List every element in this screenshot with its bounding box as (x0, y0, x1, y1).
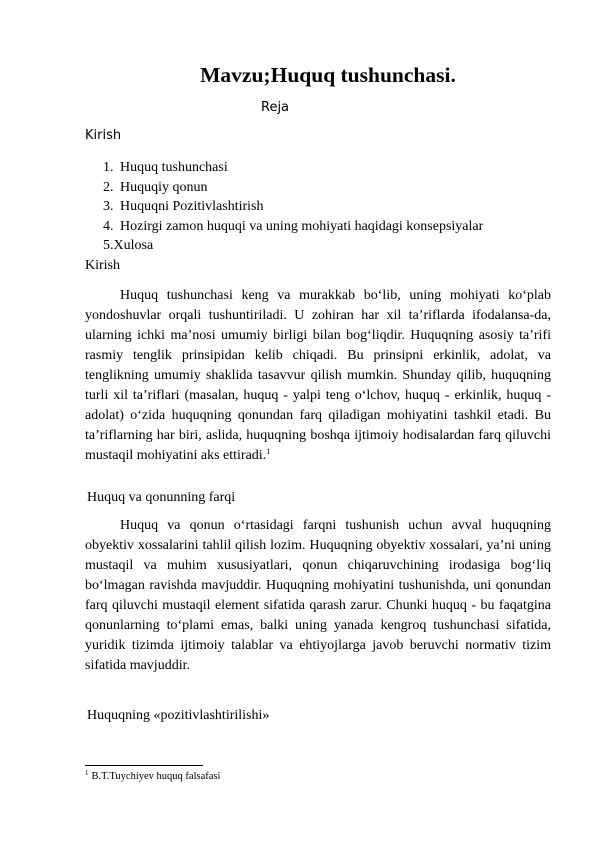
section-heading-intro: Kirish (85, 258, 120, 273)
toc-item-text: Xulosa (113, 238, 154, 253)
toc-item-number: 1. (103, 160, 114, 175)
footnote-text: B.T.Tuychiyev huquq falsafasi (91, 771, 221, 782)
section-heading-law-vs-statute: Huquq va qonunning farqi (87, 490, 236, 505)
document-title: Mavzu;Huquq tushunchasi. (200, 63, 456, 87)
footnote-reference[interactable]: 1 (266, 447, 271, 456)
toc-item (103, 217, 483, 237)
plan-label: Reja (261, 100, 290, 115)
footnote-number: 1 (85, 769, 89, 777)
paragraph-intro (85, 286, 551, 466)
footnote-divider (85, 765, 203, 766)
toc-item (103, 236, 483, 256)
toc-item-number: 3. (103, 199, 114, 214)
toc-item-number: 2. (103, 179, 114, 195)
toc-item-number: 4. (103, 218, 114, 234)
toc-item (103, 178, 483, 198)
table-of-contents (103, 158, 483, 256)
footnote (85, 770, 220, 783)
intro-label: Kirish (85, 128, 122, 143)
toc-item (103, 158, 483, 178)
paragraph-intro-text: Huquq tushunchasi keng va murakkab bo‘lib, uning mohiyati ko‘plab yondoshuvlar orqali tushuntiriladi. U zohiran har xil ta’riflarda ifodalansa-da, ularning ichki ma’nosi umumiy birligi bilan bog‘liqdir. Huquqning asosiy ta’rifi rasmiy tenglik prinsipidan kelib chiqadi. Bu prinsipni erkinlik, adolat, va tenglikning umumiy shaklida tasavvur qilish mumkin. Shunday qilib, huquqning turli xil ta’riflari (masalan, huquq - yalpi teng o‘lchov, huquq - erkinlik, huquq - adolat) o‘zida huquqning qonundan farq qiladigan mohiyatini tashkil etadi. Bu ta’riflarning har biri, aslida, huquqning boshqa ijtimoiy hodisalardan farq qiluvchi mustaqil mohiyatini aks ettiradi. (85, 288, 551, 463)
section-heading-positivization: Huquqning «pozitivlashtirilishi» (87, 708, 270, 723)
paragraph-law-vs-statute: Huquq va qonun o‘rtasidagi farqni tushunish uchun avval huquqning obyektiv xossalarini tahlil qilish lozim. Huquqning obyektiv xossalari, ya’ni uning mustaqil va muhim xususiyatlari, qonun chiqaruvchining irodasiga bog‘liq bo‘lmagan ravishda mavjuddir. Huquqning mohiyatini tushunishda, uni qonundan farq qiluvchi mustaqil element sifatida qarash zarur. Chunki huquq - bu faqatgina qonunlarning to‘plami emas, balki uning yanada kengroq tushunchasi sifatida, yuridik tizimda ijtimoiy talablar va ehtiyojlarga javob beruvchi normativ tizim sifatida mavjuddir. (85, 518, 551, 673)
toc-item-text: Hozirgi zamon huquqi va uning mohiyati haqidagi konsepsiyalar (120, 218, 484, 234)
toc-item-text: Huquqiy qonun (120, 179, 208, 195)
toc-item-text: Huquq tushunchasi (120, 160, 228, 175)
toc-item-number: 5. (103, 238, 114, 253)
toc-item (103, 197, 483, 217)
toc-item-text: Huquqni Pozitivlashtirish (120, 199, 264, 214)
